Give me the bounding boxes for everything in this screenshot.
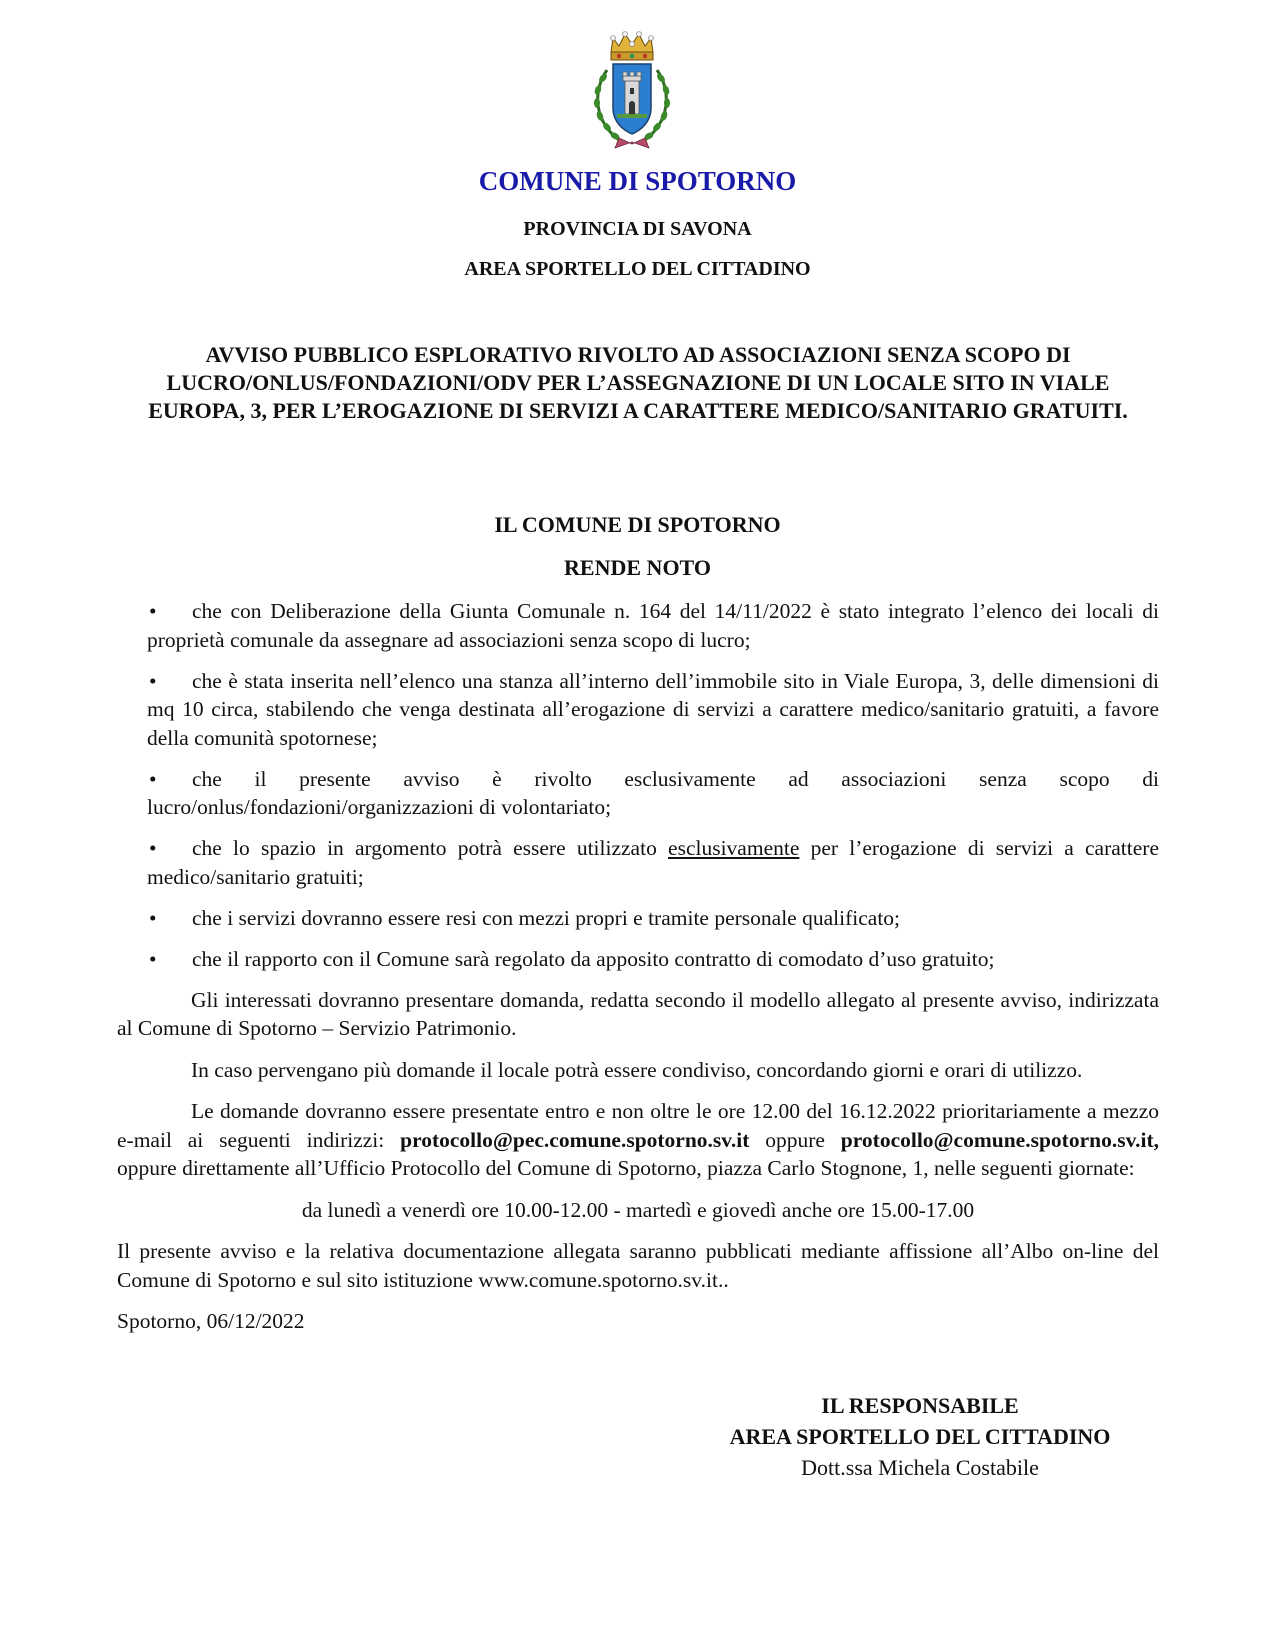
list-item-text: che il presente avviso è rivolto esclusivamente ad associazioni senza scopo di lucro/onlus/fondazioni/organizzazioni di volontariato; bbox=[147, 766, 1159, 819]
deadline-text-or: oppure bbox=[765, 1127, 825, 1152]
bullet-icon: • bbox=[149, 946, 157, 971]
list-item-text bbox=[147, 834, 1159, 891]
list-item-text: che è stata inserita nell’elenco una stanza all’interno dell’immobile sito in Viale Europa, 3, delle dimensioni di mq 10 circa, stabilendo che venga destinata all’erogazione di servizi a carattere medico/sanitario gratuiti, a favore della comunità spotornese; bbox=[147, 668, 1159, 750]
underlined-emphasis: esclusivamente bbox=[668, 836, 800, 860]
pec-email: protocollo@pec.comune.spotorno.sv.it bbox=[400, 1127, 750, 1152]
list-item-text: che i servizi dovranno essere resi con mezzi propri e tramite personale qualificato; bbox=[192, 905, 901, 930]
intro-subheading: RENDE NOTO bbox=[564, 555, 711, 580]
bullet-icon: • bbox=[149, 836, 157, 860]
signature-name: Dott.ssa Michela Costabile bbox=[801, 1455, 1039, 1480]
intro-heading: IL COMUNE DI SPOTORNO bbox=[494, 512, 781, 537]
bullet-icon: • bbox=[149, 766, 157, 791]
notice-body bbox=[117, 597, 1159, 1349]
signature-area: AREA SPORTELLO DEL CITTADINO bbox=[729, 1424, 1111, 1449]
list-item-text: che con Deliberazione della Giunta Comunale n. 164 del 14/11/2022 è stato integrato l’elenco dei locali di proprietà comunale da assegnare ad associazioni senza scopo di lucro; bbox=[147, 599, 1159, 652]
signature-role: IL RESPONSABILE bbox=[821, 1393, 1019, 1418]
list-item bbox=[117, 904, 1159, 933]
paragraph-sharing: In caso pervengano più domande il locale potrà essere condiviso, concordando giorni e orari di utilizzo. bbox=[191, 1057, 1083, 1082]
bullet-icon: • bbox=[149, 668, 157, 693]
notice-title: AVVISO PUBBLICO ESPLORATIVO RIVOLTO AD ASSOCIAZIONI SENZA SCOPO DI LUCRO/ONLUS/FONDAZIONI/ODV PER L’ASSEGNAZIONE DI UN LOCALE SITO IN VIALE EUROPA, 3, PER L’EROGAZIONE DI SERVIZI A CARATTERE MEDICO/SANITARIO GRATUITI. bbox=[148, 342, 1128, 423]
bullet-icon: • bbox=[149, 905, 157, 930]
municipality-name: COMUNE DI SPOTORNO bbox=[478, 166, 797, 196]
list-item-text-part: per l’erogazione di servizi a carattere medico/sanitario gratuiti; bbox=[147, 836, 1159, 889]
list-item bbox=[117, 667, 1159, 753]
paragraph-application: Gli interessati dovranno presentare domanda, redatta secondo il modello allegato al presente avviso, indirizzata al Comune di Spotorno – Servizio Patrimonio. bbox=[117, 987, 1159, 1040]
list-item-text-part: che lo spazio in argomento potrà essere utilizzato bbox=[192, 836, 657, 860]
bullet-icon: • bbox=[149, 599, 157, 623]
deadline-text: Le domande dovranno essere presentate entro e non oltre le ore 12.00 del 16.12.2022 prioritariamente a mezzo e-mail ai seguenti indirizzi: bbox=[117, 1099, 1159, 1152]
paragraph-deadline bbox=[117, 1097, 1159, 1183]
signature-block bbox=[680, 1390, 1160, 1483]
province-name: PROVINCIA DI SAVONA bbox=[523, 218, 752, 240]
protocol-email: protocollo@comune.spotorno.sv.it, bbox=[840, 1127, 1160, 1152]
list-item bbox=[117, 765, 1159, 822]
list-item bbox=[117, 834, 1159, 891]
list-item bbox=[117, 597, 1159, 654]
paragraph-publication: Il presente avviso e la relativa documentazione allegata saranno pubblicati mediante affissione all’Albo on-line del Comune di Spotorno e sul sito istituzione www.comune.spotorno.sv.it.. bbox=[117, 1239, 1159, 1292]
list-item bbox=[117, 945, 1159, 974]
municipal-coat-of-arms-icon bbox=[589, 30, 675, 152]
place-date: Spotorno, 06/12/2022 bbox=[117, 1309, 305, 1333]
department-name: AREA SPORTELLO DEL CITTADINO bbox=[464, 258, 811, 280]
office-hours: da lunedì a venerdì ore 10.00-12.00 - martedì e giovedì anche ore 15.00-17.00 bbox=[301, 1197, 975, 1222]
list-item-text: che il rapporto con il Comune sarà regolato da apposito contratto di comodato d’uso gratuito; bbox=[192, 946, 995, 971]
deadline-text-office: oppure direttamente all’Ufficio Protocollo del Comune di Spotorno, piazza Carlo Stognone, 1, nelle seguenti giornate: bbox=[117, 1156, 1135, 1180]
